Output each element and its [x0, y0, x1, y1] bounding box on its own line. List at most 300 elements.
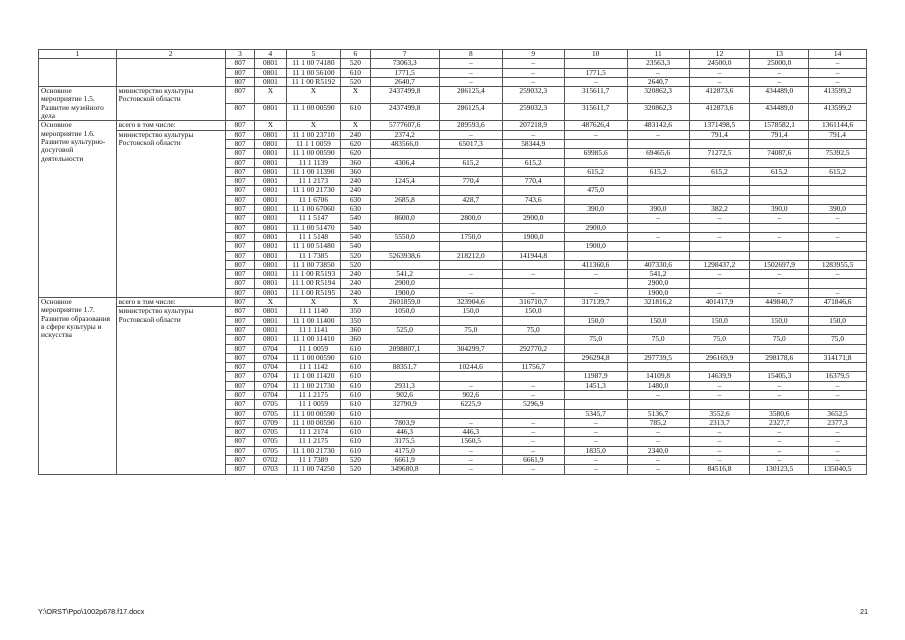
code-cell: 520: [341, 59, 370, 68]
amount-cell: [689, 223, 750, 232]
amount-cell: –: [564, 288, 627, 297]
amount-cell: –: [564, 428, 627, 437]
amount-cell: 1245,4: [370, 177, 439, 186]
code-cell: 807: [225, 446, 254, 455]
code-cell: 807: [225, 418, 254, 427]
code-cell: 620: [341, 139, 370, 148]
amount-cell: [370, 316, 439, 325]
code-cell: 0801: [255, 316, 286, 325]
amount-cell: –: [502, 77, 564, 86]
amount-cell: 615,2: [809, 167, 867, 176]
code-cell: 0704: [255, 344, 286, 353]
executor-cell: министерство культуры Ростовской области: [116, 130, 225, 297]
amount-cell: [627, 158, 689, 167]
amount-cell: –: [689, 270, 750, 279]
amount-cell: –: [627, 68, 689, 77]
code-cell: 610: [341, 372, 370, 381]
code-cell: X: [255, 87, 286, 104]
amount-cell: 2931,3: [370, 381, 439, 390]
amount-cell: –: [750, 77, 809, 86]
amount-cell: [809, 158, 867, 167]
amount-cell: –: [564, 456, 627, 465]
amount-cell: –: [809, 288, 867, 297]
amount-cell: [564, 363, 627, 372]
code-cell: 11 1 2174: [286, 428, 341, 437]
amount-cell: [439, 149, 502, 158]
code-cell: 807: [225, 205, 254, 214]
code-cell: 11 1 7389: [286, 456, 341, 465]
amount-cell: –: [627, 232, 689, 241]
amount-cell: [809, 251, 867, 260]
code-cell: 610: [341, 363, 370, 372]
amount-cell: –: [689, 288, 750, 297]
code-cell: 807: [225, 298, 254, 307]
amount-cell: 11987,9: [564, 372, 627, 381]
amount-cell: –: [750, 232, 809, 241]
code-cell: 0705: [255, 437, 286, 446]
amount-cell: 471846,6: [809, 298, 867, 307]
amount-cell: –: [502, 288, 564, 297]
amount-cell: –: [439, 446, 502, 455]
code-cell: 807: [225, 465, 254, 474]
code-cell: 807: [225, 270, 254, 279]
amount-cell: –: [502, 428, 564, 437]
code-cell: 807: [225, 428, 254, 437]
column-number: 13: [750, 50, 809, 59]
code-cell: 620: [341, 149, 370, 158]
amount-cell: –: [502, 446, 564, 455]
amount-cell: 475,0: [564, 186, 627, 195]
amount-cell: 615,2: [627, 167, 689, 176]
amount-cell: 296169,9: [689, 353, 750, 362]
amount-cell: 69985,6: [564, 149, 627, 158]
amount-cell: 1771,5: [370, 68, 439, 77]
amount-cell: –: [750, 214, 809, 223]
amount-cell: 69465,6: [627, 149, 689, 158]
amount-cell: 150,0: [502, 307, 564, 316]
amount-cell: [627, 186, 689, 195]
amount-cell: [502, 186, 564, 195]
code-cell: 11 1 00 00590: [286, 149, 341, 158]
amount-cell: 487626,4: [564, 121, 627, 130]
amount-cell: –: [750, 288, 809, 297]
amount-cell: [370, 149, 439, 158]
amount-cell: [564, 139, 627, 148]
amount-cell: –: [627, 437, 689, 446]
amount-cell: [564, 232, 627, 241]
amount-cell: –: [689, 214, 750, 223]
code-cell: 0801: [255, 260, 286, 269]
code-cell: 520: [341, 465, 370, 474]
amount-cell: –: [439, 59, 502, 68]
amount-cell: –: [564, 437, 627, 446]
amount-cell: 1560,5: [439, 437, 502, 446]
code-cell: 807: [225, 87, 254, 104]
code-cell: 11 1 00 23710: [286, 130, 341, 139]
code-cell: 11 1 1142: [286, 363, 341, 372]
amount-cell: 1900,0: [564, 242, 627, 251]
code-cell: 11 1 1139: [286, 158, 341, 167]
amount-cell: 401417,9: [689, 298, 750, 307]
amount-cell: 541,2: [627, 270, 689, 279]
code-cell: 360: [341, 325, 370, 334]
amount-cell: 75,0: [502, 325, 564, 334]
amount-cell: [689, 400, 750, 409]
amount-cell: 413599,2: [809, 104, 867, 121]
code-cell: 11 1 1 0059: [286, 139, 341, 148]
code-cell: 11 1 2173: [286, 177, 341, 186]
amount-cell: [502, 372, 564, 381]
code-cell: 807: [225, 223, 254, 232]
amount-cell: 2098807,1: [370, 344, 439, 353]
amount-cell: –: [439, 270, 502, 279]
executor-cell: министерство культуры Ростовской области: [116, 87, 225, 121]
amount-cell: –: [689, 390, 750, 399]
amount-cell: [439, 242, 502, 251]
code-cell: 540: [341, 232, 370, 241]
amount-cell: 349680,8: [370, 465, 439, 474]
code-cell: 240: [341, 288, 370, 297]
amount-cell: –: [689, 428, 750, 437]
code-cell: 11 1 1140: [286, 307, 341, 316]
code-cell: 630: [341, 205, 370, 214]
amount-cell: [627, 400, 689, 409]
amount-cell: 5550,0: [370, 232, 439, 241]
code-cell: 610: [341, 381, 370, 390]
code-cell: 0801: [255, 251, 286, 260]
amount-cell: [502, 223, 564, 232]
amount-cell: –: [809, 270, 867, 279]
amount-cell: 8600,0: [370, 214, 439, 223]
amount-cell: –: [439, 68, 502, 77]
amount-cell: 5345,7: [564, 409, 627, 418]
amount-cell: –: [750, 456, 809, 465]
amount-cell: 6661,9: [370, 456, 439, 465]
amount-cell: –: [564, 465, 627, 474]
amount-cell: 390,0: [627, 205, 689, 214]
code-cell: 610: [341, 418, 370, 427]
amount-cell: 1900,0: [370, 288, 439, 297]
amount-cell: 1361144,6: [809, 121, 867, 130]
file-path: Y:\ORST\Ppo\1002p678.f17.docx: [38, 607, 145, 616]
code-cell: 350: [341, 307, 370, 316]
amount-cell: 2800,0: [439, 214, 502, 223]
amount-cell: 84516,8: [689, 465, 750, 474]
amount-cell: 615,2: [502, 158, 564, 167]
code-cell: X: [341, 121, 370, 130]
amount-cell: 428,7: [439, 195, 502, 204]
amount-cell: [750, 186, 809, 195]
code-cell: 11 1 00 11400: [286, 316, 341, 325]
amount-cell: 286125,4: [439, 104, 502, 121]
amount-cell: 2313,7: [689, 418, 750, 427]
amount-cell: 2900,0: [502, 214, 564, 223]
code-cell: X: [255, 121, 286, 130]
amount-cell: 207218,9: [502, 121, 564, 130]
amount-cell: –: [564, 77, 627, 86]
amount-cell: –: [502, 130, 564, 139]
amount-cell: 11756,7: [502, 363, 564, 372]
amount-cell: [809, 400, 867, 409]
code-cell: 540: [341, 242, 370, 251]
code-cell: 0801: [255, 335, 286, 344]
code-cell: 11 1 2175: [286, 390, 341, 399]
amount-cell: –: [750, 437, 809, 446]
amount-cell: [809, 242, 867, 251]
amount-cell: [689, 344, 750, 353]
amount-cell: [809, 139, 867, 148]
amount-cell: [370, 242, 439, 251]
amount-cell: [689, 251, 750, 260]
amount-cell: [502, 242, 564, 251]
amount-cell: 483566,0: [370, 139, 439, 148]
code-cell: X: [286, 298, 341, 307]
amount-cell: 141944,8: [502, 251, 564, 260]
amount-cell: –: [502, 59, 564, 68]
code-cell: 807: [225, 121, 254, 130]
amount-cell: [564, 307, 627, 316]
amount-cell: 382,2: [689, 205, 750, 214]
event-name-cell: Основное мероприятие 1.5. Развитие музейного дела: [39, 87, 117, 121]
amount-cell: 3580,6: [750, 409, 809, 418]
amount-cell: 791,4: [689, 130, 750, 139]
amount-cell: 24500,0: [689, 59, 750, 68]
amount-cell: [809, 195, 867, 204]
amount-cell: 14639,9: [689, 372, 750, 381]
amount-cell: 4175,0: [370, 446, 439, 455]
amount-cell: 3552,6: [689, 409, 750, 418]
amount-cell: [439, 260, 502, 269]
code-cell: 807: [225, 456, 254, 465]
code-cell: 11 1 6706: [286, 195, 341, 204]
amount-cell: –: [689, 381, 750, 390]
amount-cell: –: [750, 390, 809, 399]
code-cell: X: [255, 298, 286, 307]
code-cell: 0801: [255, 158, 286, 167]
code-cell: 11 1 00 51470: [286, 223, 341, 232]
column-number: 14: [809, 50, 867, 59]
amount-cell: [370, 260, 439, 269]
amount-cell: –: [502, 465, 564, 474]
event-name-cell: Основное мероприятие 1.6. Развитие культурно-досуговой деятельности: [39, 121, 117, 298]
amount-cell: –: [809, 390, 867, 399]
code-cell: 807: [225, 409, 254, 418]
amount-cell: –: [439, 288, 502, 297]
amount-cell: 541,2: [370, 270, 439, 279]
code-cell: 11 1 00 74180: [286, 59, 341, 68]
amount-cell: [439, 353, 502, 362]
amount-cell: [689, 139, 750, 148]
amount-cell: [564, 279, 627, 288]
code-cell: 0801: [255, 288, 286, 297]
amount-cell: 314171,8: [809, 353, 867, 362]
code-cell: 0705: [255, 446, 286, 455]
amount-cell: 6225,9: [439, 400, 502, 409]
executor-cell: всего в том числе:: [116, 121, 225, 130]
amount-cell: 770,4: [502, 177, 564, 186]
amount-cell: 2601859,0: [370, 298, 439, 307]
amount-cell: [502, 205, 564, 214]
code-cell: 360: [341, 335, 370, 344]
amount-cell: [750, 279, 809, 288]
amount-cell: [689, 158, 750, 167]
code-cell: 11 1 00 11420: [286, 372, 341, 381]
amount-cell: 71272,5: [689, 149, 750, 158]
amount-cell: –: [627, 214, 689, 223]
code-cell: 0801: [255, 214, 286, 223]
amount-cell: [564, 195, 627, 204]
code-cell: 807: [225, 251, 254, 260]
amount-cell: 298178,6: [750, 353, 809, 362]
amount-cell: –: [627, 390, 689, 399]
amount-cell: 150,0: [564, 316, 627, 325]
amount-cell: 1480,0: [627, 381, 689, 390]
code-cell: 520: [341, 456, 370, 465]
amount-cell: [564, 344, 627, 353]
amount-cell: [627, 344, 689, 353]
amount-cell: [502, 279, 564, 288]
amount-cell: 2900,0: [370, 279, 439, 288]
code-cell: 11 1 1141: [286, 325, 341, 334]
header-row: [39, 50, 867, 59]
code-cell: 520: [341, 251, 370, 260]
amount-cell: [564, 390, 627, 399]
amount-cell: [370, 353, 439, 362]
amount-cell: –: [689, 446, 750, 455]
code-cell: 0801: [255, 77, 286, 86]
amount-cell: [502, 316, 564, 325]
executor-cell: [116, 59, 225, 87]
amount-cell: 15405,3: [750, 372, 809, 381]
column-number: 9: [502, 50, 564, 59]
code-cell: 610: [341, 344, 370, 353]
page-number: 21: [860, 607, 868, 616]
amount-cell: 150,0: [809, 316, 867, 325]
amount-cell: –: [564, 270, 627, 279]
amount-cell: [689, 307, 750, 316]
amount-cell: –: [809, 68, 867, 77]
code-cell: 610: [341, 104, 370, 121]
amount-cell: 615,2: [564, 167, 627, 176]
amount-cell: [689, 325, 750, 334]
amount-cell: 2374,2: [370, 130, 439, 139]
amount-cell: [439, 409, 502, 418]
amount-cell: –: [502, 390, 564, 399]
amount-cell: 2327,7: [750, 418, 809, 427]
amount-cell: 58344,9: [502, 139, 564, 148]
code-cell: 807: [225, 167, 254, 176]
code-cell: 807: [225, 68, 254, 77]
amount-cell: 23563,3: [627, 59, 689, 68]
amount-cell: 74087,6: [750, 149, 809, 158]
amount-cell: [502, 260, 564, 269]
code-cell: 0801: [255, 325, 286, 334]
amount-cell: –: [502, 381, 564, 390]
amount-cell: –: [564, 130, 627, 139]
amount-cell: [502, 167, 564, 176]
code-cell: 11 1 00 74250: [286, 465, 341, 474]
code-cell: 0801: [255, 177, 286, 186]
code-cell: 11 1 00 21730: [286, 381, 341, 390]
amount-cell: 304299,7: [439, 344, 502, 353]
amount-cell: 615,2: [750, 167, 809, 176]
amount-cell: –: [689, 68, 750, 77]
table-body: [39, 50, 867, 475]
code-cell: 807: [225, 307, 254, 316]
amount-cell: –: [689, 232, 750, 241]
code-cell: 807: [225, 288, 254, 297]
amount-cell: 770,4: [439, 177, 502, 186]
amount-cell: [627, 325, 689, 334]
amount-cell: [370, 223, 439, 232]
table-row: [39, 298, 867, 307]
amount-cell: [439, 186, 502, 195]
amount-cell: –: [502, 418, 564, 427]
amount-cell: 75,0: [689, 335, 750, 344]
amount-cell: [370, 167, 439, 176]
code-cell: 350: [341, 316, 370, 325]
amount-cell: 218212,0: [439, 251, 502, 260]
executor-cell: всего в том числе:: [116, 298, 225, 307]
amount-cell: [370, 205, 439, 214]
amount-cell: 297739,5: [627, 353, 689, 362]
code-cell: 0703: [255, 465, 286, 474]
column-number: 8: [439, 50, 502, 59]
amount-cell: [564, 59, 627, 68]
amount-cell: [809, 279, 867, 288]
amount-cell: 411360,6: [564, 260, 627, 269]
amount-cell: [502, 335, 564, 344]
code-cell: 0801: [255, 223, 286, 232]
amount-cell: 390,0: [750, 205, 809, 214]
code-cell: 610: [341, 446, 370, 455]
code-cell: 807: [225, 400, 254, 409]
event-name-cell: Основное мероприятие 1.7. Развитие образования в сфере культуры и искусства: [39, 298, 117, 475]
budget-table: [38, 49, 867, 475]
amount-cell: [439, 223, 502, 232]
amount-cell: [689, 195, 750, 204]
amount-cell: 1835,0: [564, 446, 627, 455]
amount-cell: [750, 307, 809, 316]
code-cell: 807: [225, 344, 254, 353]
amount-cell: 1900,0: [502, 232, 564, 241]
code-cell: 11 1 00 R5195: [286, 288, 341, 297]
code-cell: 610: [341, 437, 370, 446]
code-cell: 360: [341, 167, 370, 176]
amount-cell: [439, 372, 502, 381]
amount-cell: 5263938,6: [370, 251, 439, 260]
amount-cell: 407330,6: [627, 260, 689, 269]
code-cell: 630: [341, 195, 370, 204]
code-cell: 240: [341, 186, 370, 195]
code-cell: 11 1 0059: [286, 344, 341, 353]
amount-cell: –: [439, 465, 502, 474]
amount-cell: –: [627, 428, 689, 437]
column-number: 4: [255, 50, 286, 59]
code-cell: 0801: [255, 242, 286, 251]
amount-cell: 1371498,5: [689, 121, 750, 130]
amount-cell: 412873,6: [689, 104, 750, 121]
code-cell: 11 1 00 56100: [286, 68, 341, 77]
amount-cell: [750, 251, 809, 260]
code-cell: 11 1 5147: [286, 214, 341, 223]
code-cell: 0801: [255, 139, 286, 148]
amount-cell: 2437499,8: [370, 104, 439, 121]
amount-cell: 320862,3: [627, 104, 689, 121]
amount-cell: –: [750, 68, 809, 77]
code-cell: X: [341, 298, 370, 307]
code-cell: 11 1 00 00590: [286, 104, 341, 121]
